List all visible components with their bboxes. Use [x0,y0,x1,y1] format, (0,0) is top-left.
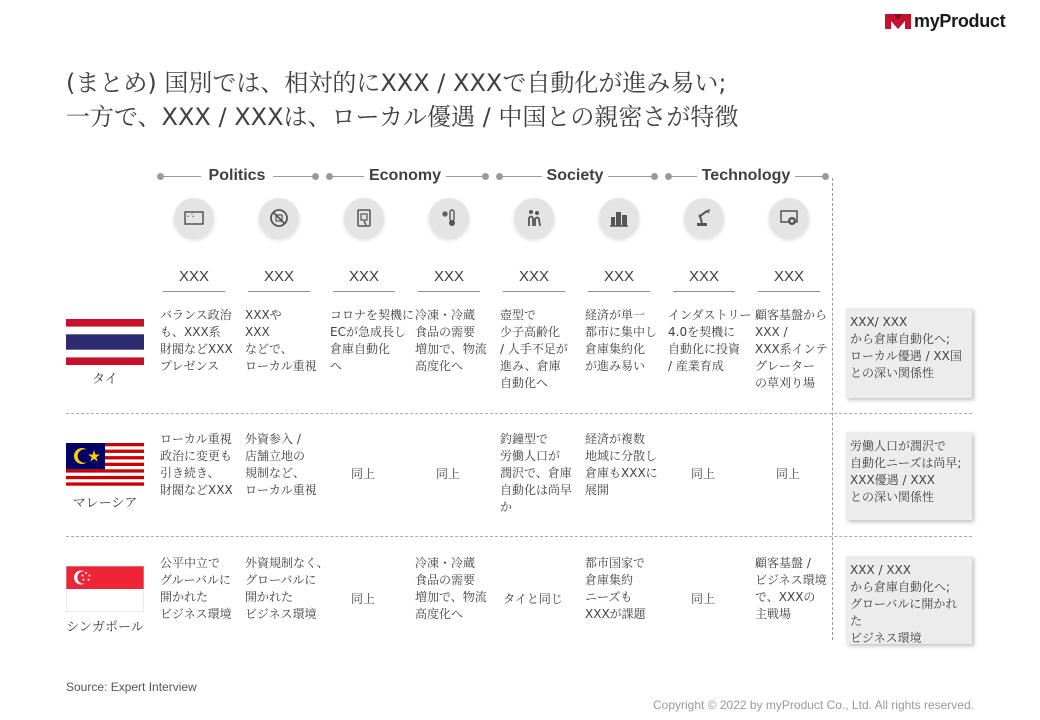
china-flag-icon [174,198,214,238]
category-politics: Politics [201,167,273,185]
table-cell: 同上 [690,592,715,606]
column-header: XXX [673,268,735,292]
table-cell: 都市国家で 倉庫集約 ニーズも XXXが課題 [585,556,646,621]
category-dot [822,173,829,180]
table-cell: 釣鐘型で 労働人口が 潤沢で、倉庫 自動化は尚早 か [500,432,573,514]
table-cell: 経済が複数 地域に分散し 倉庫もXXXに 展開 [585,432,658,497]
column-header: XXX [758,268,820,292]
column-header: XXX [163,268,225,292]
category-header [0,166,1040,186]
category-economy: Economy [364,167,446,185]
customer-base-icon [769,198,809,238]
singapore-flag-icon [66,566,144,612]
robot-arm-icon [684,198,724,238]
country-label-thailand: タイ [92,372,118,387]
table-cell: タイと同じ [503,592,563,606]
cold-thermometer-icon [429,198,469,238]
column-header: XXX [503,268,565,292]
row-divider [66,413,972,414]
page-title [66,66,1006,134]
table-cell: 壺型で 少子高齢化 / 人手不足が 進み、倉庫 自動化へ [500,308,568,390]
table-cell: コロナを契機に ECが急成長し 倉庫自動化 へ [330,308,415,373]
table-cell: 同上 [350,467,375,481]
title-line-1: (まとめ) 国別では、相対的にXXX / XXXで自動化が進み易い; [66,69,727,97]
table-cell: 同上 [775,467,800,481]
summary-box-thailand: XXX/ XXX から倉庫自動化へ; ローカル優遇 / XX国 との深い関係性 [846,308,972,398]
table-cell: ローカル重視 政治に変更も 引き続き、 財閥などXXX [160,432,233,497]
thailand-flag-icon [66,319,144,365]
country-label-malaysia: マレーシア [72,496,138,511]
malaysia-flag-icon [66,443,144,489]
table-cell: 同上 [435,467,460,481]
column-header: XXX [418,268,480,292]
elderly-people-icon [514,198,554,238]
table-cell: 外資規制なく、 グローバルに 開かれた ビジネス環境 [245,556,329,621]
category-society: Society [542,167,608,185]
table-cell: 公平中立で グルーバルに 開かれた ビジネス環境 [160,556,232,621]
table-cell: 同上 [350,592,375,606]
table-cell: XXXや XXX などで、 ローカル重視 [245,308,317,373]
row-divider [66,536,972,537]
brand-logo [884,10,1034,32]
warehouse-document-icon [344,198,384,238]
column-header: XXX [248,268,310,292]
prohibited-icon [259,198,299,238]
category-dot [482,173,489,180]
title-line-2: 一方で、XXX / XXXは、ローカル優遇 / 中国との親密さが特徴 [66,103,739,131]
table-cell: 冷凍・冷蔵 食品の需要 増加で、物流 高度化へ [415,308,487,373]
table-cell: 経済が単一 都市に集中し 倉庫集約化 が進み易い [585,308,658,373]
country-label-singapore: シンガポール [66,620,144,635]
copyright-notice: Copyright © 2022 by myProduct Co., Ltd. All rights reserved. [653,698,974,712]
summary-box-malaysia: 労働人口が潤沢で 自動化ニーズは尚早; XXX優遇 / XXX との深い関係性 [846,432,972,520]
table-cell: 冷凍・冷蔵 食品の需要 増加で、物流 高度化へ [415,556,487,621]
brand-mark-icon [884,12,912,30]
city-buildings-icon [599,198,639,238]
table-cell: インダストリー 4.0を契機に 自動化に投資 / 産業育成 [668,308,752,373]
category-dot [651,173,658,180]
summary-box-singapore: XXX / XXX から倉庫自動化へ; グローバルに開かれた ビジネス環境 [846,556,972,644]
table-cell: 同上 [690,467,715,481]
column-header: XXX [333,268,395,292]
category-dot [312,173,319,180]
table-cell: 顧客基盤から XXX / XXX系インテ グレーター の草刈り場 [755,308,828,390]
table-cell: 顧客基盤 / ビジネス環境 で、XXXの 主戦場 [755,556,827,621]
table-cell: 外資参入 / 店舗立地の 規制など、 ローカル重視 [245,432,317,497]
brand-name: myProduct [914,10,1006,31]
source-note: Source: Expert Interview [66,680,197,694]
category-technology: Technology [697,167,795,185]
table-cell: バランス政治 も、XXX系 財閥などXXX プレゼンス [160,308,233,373]
column-header: XXX [588,268,650,292]
